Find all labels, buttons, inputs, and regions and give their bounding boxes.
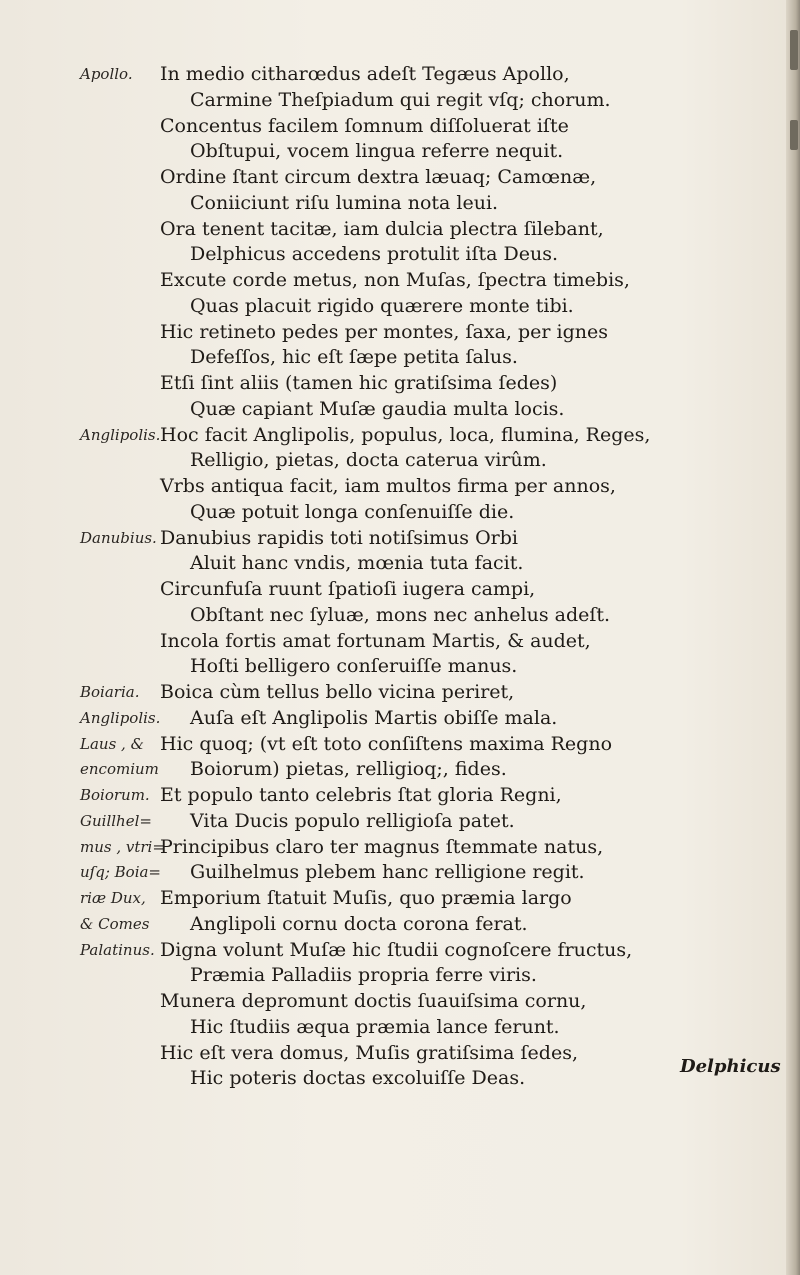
verse-text: Ora tenent tacitæ, iam dulcia plectra ſilebant, [160, 217, 604, 240]
verse-text: Obſtant nec ſyluæ, mons nec anhelus adeſt. [190, 603, 611, 626]
verse-line [80, 706, 790, 732]
verse-line [90, 654, 790, 680]
marginal-note: Apollo. [80, 65, 133, 83]
verse-line [90, 603, 790, 629]
page-edge [786, 0, 800, 1275]
verse-line [90, 1015, 790, 1041]
verse-line [80, 835, 790, 861]
verse-text: Excute corde metus, non Muſas, ſpectra timebis, [160, 269, 630, 291]
verse-text: Digna volunt Muſæ hic ſtudii cognoſcere fructus, [160, 938, 633, 961]
verse-text: Etſi ſint aliis (tamen hic gratiſsima ſedes) [160, 372, 558, 394]
page-edge-mark [790, 30, 798, 70]
verse-line [80, 860, 790, 886]
verse-text: Vrbs antiqua facit, iam multos firma per annos, [160, 475, 616, 497]
verse-line [80, 757, 790, 783]
verse-text: Relligio, pietas, docta caterua virûm. [190, 449, 547, 472]
verse-line [90, 371, 790, 397]
verse-text: Quæ capiant Muſæ gaudia multa locis. [190, 397, 565, 420]
verse-line [80, 783, 790, 809]
verse-text: Hoſti belligero conſeruiſſe manus. [190, 655, 518, 678]
verse-text: Guilhelmus plebem hanc relligione regit. [190, 861, 585, 884]
marginal-note: Anglipolis. [80, 708, 161, 727]
verse-text: Circunfuſa ruunt ſpatioſi iugera campi, [160, 578, 536, 600]
marginal-note: Guillhel= [80, 811, 152, 830]
verse-text: Defeſſos, hic eſt ſæpe petita ſalus. [190, 346, 518, 369]
verse-text: Quæ potuit longa conſenuiſſe die. [190, 500, 515, 523]
verse-line [90, 500, 790, 526]
verse-text: Auſa eſt Anglipolis Martis obiſſe mala. [190, 706, 558, 729]
verse-text: Emporium ſtatuit Muſis, quo præmia largo [160, 887, 572, 909]
marginal-note: encomium [80, 760, 159, 779]
marginal-note: Palatinus. [80, 940, 155, 959]
verse-text: Quas placuit rigido quærere monte tibi. [190, 294, 574, 317]
verse-line [90, 963, 790, 989]
verse-line [90, 114, 790, 140]
verse-line [80, 526, 790, 552]
marginal-note: riæ Dux, [80, 889, 146, 907]
verse-line [90, 88, 790, 114]
verse-line [90, 474, 790, 500]
verse-text: Et populo tanto celebris ſtat gloria Regni, [160, 784, 562, 806]
verse-text: Anglipoli cornu docta corona ferat. [190, 912, 528, 935]
verse-line [90, 165, 790, 191]
verse-line [90, 448, 790, 474]
verse-text: Hic poteris doctas excoluiſſe Deas. [190, 1067, 526, 1090]
verse-line [80, 423, 790, 449]
verse-text: Concentus facilem ſomnum diſſoluerat iſte [160, 114, 569, 137]
verse-text: Hic eſt vera domus, Muſis gratiſsima ſedes, [160, 1041, 578, 1064]
verse-text: Carmine Theſpiadum qui regit vſq; chorum. [190, 88, 611, 111]
verse-text: Obſtupui, vocem lingua referre nequit. [190, 140, 564, 163]
verse-text: Boica cùm tellus bello vicina periret, [160, 681, 515, 703]
verse-line [90, 268, 790, 294]
verse-text: Incola fortis amat fortunam Martis, & audet, [160, 629, 591, 652]
marginal-note: uſq; Boia= [80, 863, 161, 882]
marginal-note: & Comes [80, 914, 150, 933]
verse-line [80, 809, 790, 835]
page-edge-mark [790, 120, 798, 150]
verse-line [90, 989, 790, 1015]
verse-text: In medio citharœdus adeſt Tegæus Apollo, [160, 63, 570, 85]
marginal-note: Laus , & [80, 734, 144, 753]
verse-line [80, 62, 790, 88]
verse-text: Delphicus accedens protulit iſta Deus. [190, 243, 558, 266]
verse-line [80, 732, 790, 758]
verse-line [80, 912, 790, 938]
verse-text: Danubius rapidis toti notiſsimus Orbi [160, 526, 518, 549]
verse-line [90, 320, 790, 346]
verse-text: Hic retineto pedes per montes, ſaxa, per ignes [160, 320, 608, 343]
marginal-note: mus , vtri= [80, 837, 165, 856]
verse-line [80, 938, 790, 964]
verse-text: Ordine ſtant circum dextra læuaq; Camœnæ, [160, 166, 597, 188]
verse-line [90, 191, 790, 217]
verse-text: Boiorum) pietas, relligioq;, fides. [190, 758, 507, 781]
verse-line [90, 345, 790, 371]
verse-text: Hic ſtudiis æqua præmia lance ferunt. [190, 1015, 560, 1038]
verse-text: Vita Ducis populo relligioſa patet. [190, 809, 515, 832]
verse-text: Præmia Palladiis propria ferre viris. [190, 964, 537, 987]
verse-text: Principibus claro ter magnus ſtemmate natus, [160, 835, 604, 858]
verse-line [90, 629, 790, 655]
verse-text: Coniiciunt riſu lumina nota leui. [190, 191, 499, 214]
marginal-note: Danubius. [80, 528, 157, 547]
catchword: Delphicus [680, 1056, 781, 1077]
verse-line [90, 139, 790, 165]
verse-line [90, 577, 790, 603]
verse-text: Hoc facit Anglipolis, populus, loca, flumina, Reges, [160, 423, 651, 446]
verse-line [80, 886, 790, 912]
verse-line [80, 680, 790, 706]
verse-line [90, 551, 790, 577]
verse-text: Aluit hanc vndis, mœnia tuta facit. [190, 552, 524, 575]
poem-text-block [80, 62, 790, 1092]
verse-text: Munera depromunt doctis ſuauiſsima cornu, [160, 990, 587, 1012]
verse-line [90, 294, 790, 320]
verse-line [90, 397, 790, 423]
marginal-note: Boiorum. [80, 786, 150, 804]
verse-text: Hic quoq; (vt eſt toto conſiſtens maxima Regno [160, 732, 613, 755]
verse-line [90, 217, 790, 243]
marginal-note: Boiaria. [80, 683, 140, 701]
marginal-note: Anglipolis. [80, 425, 161, 444]
verse-line [90, 242, 790, 268]
